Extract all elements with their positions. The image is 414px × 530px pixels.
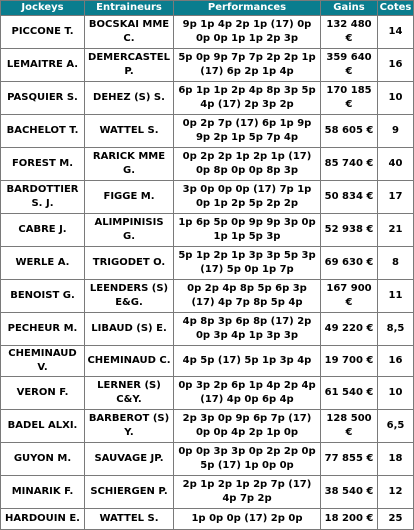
table-row (1, 509, 413, 529)
cotes-cell: 8 (378, 247, 413, 279)
trainer-cell: TRIGODET O. (85, 247, 173, 279)
performances-cell: 4p 8p 3p 6p 8p (17) 2p 0p 3p 4p 1p 3p 3p (174, 313, 320, 345)
jockey-cell: CABRE J. (1, 214, 84, 246)
jockey-cell: BADEL ALXI. (1, 410, 84, 442)
cotes-cell: 40 (378, 148, 413, 180)
performances-cell: 0p 0p 3p 3p 0p 2p 2p 0p 5p (17) 1p 0p 0p (174, 443, 320, 475)
gains-cell: 359 640 € (321, 49, 377, 81)
header-entraineurs: Entraineurs (85, 1, 173, 15)
jockey-cell: PASQUIER S. (1, 82, 84, 114)
table-row (1, 115, 413, 147)
jockey-cell: HARDOUIN E. (1, 509, 84, 529)
cotes-cell: 6,5 (378, 410, 413, 442)
table-row (1, 49, 413, 81)
trainer-cell: CHEMINAUD C. (85, 346, 173, 376)
trainer-cell: LEENDERS (S) E&G. (85, 280, 173, 312)
performances-cell: 3p 0p 0p 0p (17) 7p 1p 0p 1p 2p 5p 2p 2p (174, 181, 320, 213)
table-row (1, 82, 413, 114)
performances-cell: 4p 5p (17) 5p 1p 3p 4p (174, 346, 320, 376)
performances-cell: 5p 1p 2p 1p 3p 3p 5p 3p (17) 5p 0p 1p 7p (174, 247, 320, 279)
table-row (1, 443, 413, 475)
jockey-cell: BACHELOT T. (1, 115, 84, 147)
table-row (1, 247, 413, 279)
performances-cell: 1p 0p 0p (17) 2p 0p (174, 509, 320, 529)
cotes-cell: 9 (378, 115, 413, 147)
header-row (1, 1, 413, 15)
table-row (1, 476, 413, 508)
jockey-cell: PICCONE T. (1, 16, 84, 48)
header-performances: Performances (174, 1, 320, 15)
jockey-cell: LEMAITRE A. (1, 49, 84, 81)
trainer-cell: ALIMPINISIS G. (85, 214, 173, 246)
jockey-cell: PECHEUR M. (1, 313, 84, 345)
header-cotes: Cotes (379, 2, 412, 13)
header-jockeys: Jockeys (1, 1, 84, 15)
gains-cell: 167 900 € (321, 280, 377, 312)
gains-cell: 132 480 € (321, 16, 377, 48)
gains-cell: 85 740 € (321, 148, 377, 180)
header-gains: Gains (321, 1, 377, 15)
table-row (1, 313, 413, 345)
table-row (1, 410, 413, 442)
jockey-cell: GUYON M. (1, 443, 84, 475)
trainer-cell: BOCSKAI MME C. (85, 16, 173, 48)
gains-cell: 52 938 € (321, 214, 377, 246)
cotes-cell: 10 (378, 82, 413, 114)
performances-cell: 5p 0p 9p 7p 7p 2p 2p 1p (17) 6p 2p 1p 4p (174, 49, 320, 81)
jockey-cell: MINARIK F. (1, 476, 84, 508)
jockey-cell: VERON F. (1, 377, 84, 409)
gains-cell: 77 855 € (321, 443, 377, 475)
trainer-cell: LERNER (S) C&Y. (85, 377, 173, 409)
jockey-cell: FOREST M. (1, 148, 84, 180)
table-row (1, 16, 413, 48)
trainer-cell: FIGGE M. (85, 181, 173, 213)
trainer-cell: WATTEL S. (85, 509, 173, 529)
gains-cell: 38 540 € (321, 476, 377, 508)
trainer-cell: WATTEL S. (85, 115, 173, 147)
gains-cell: 170 185 € (321, 82, 377, 114)
performances-cell: 0p 2p 4p 8p 5p 6p 3p (17) 4p 7p 8p 5p 4p (174, 280, 320, 312)
cotes-cell: 17 (378, 181, 413, 213)
table-row (1, 214, 413, 246)
performances-cell: 0p 2p 2p 1p 2p 1p (17) 0p 8p 0p 0p 8p 3p (174, 148, 320, 180)
cotes-cell: 11 (378, 280, 413, 312)
table-row (1, 377, 413, 409)
cotes-cell: 8,5 (378, 313, 413, 345)
cotes-cell: 18 (378, 443, 413, 475)
trainer-cell: SCHIERGEN P. (85, 476, 173, 508)
jockey-cell: BENOIST G. (1, 280, 84, 312)
gains-cell: 128 500 € (321, 410, 377, 442)
table-row (1, 181, 413, 213)
performances-cell: 0p 2p 7p (17) 6p 1p 9p 9p 2p 1p 5p 7p 4p (174, 115, 320, 147)
cotes-cell: 25 (378, 509, 413, 529)
trainer-cell: DEMERCASTEL P. (85, 49, 173, 81)
gains-cell: 58 605 € (321, 115, 377, 147)
performances-cell: 9p 1p 4p 2p 1p (17) 0p 0p 0p 1p 1p 2p 3p (174, 16, 320, 48)
trainer-cell: SAUVAGE JP. (85, 443, 173, 475)
gains-cell: 50 834 € (321, 181, 377, 213)
trainer-cell: BARBEROT (S) Y. (85, 410, 173, 442)
table-row (1, 346, 413, 376)
jockey-cell: WERLE A. (1, 247, 84, 279)
gains-cell: 61 540 € (321, 377, 377, 409)
cotes-cell: 16 (378, 346, 413, 376)
gains-cell: 18 200 € (321, 509, 377, 529)
cotes-cell: 12 (378, 476, 413, 508)
table-row (1, 280, 413, 312)
performances-cell: 6p 1p 1p 2p 4p 8p 3p 5p 4p (17) 2p 3p 2p (174, 82, 320, 114)
gains-cell: 49 220 € (321, 313, 377, 345)
trainer-cell: RARICK MME G. (85, 148, 173, 180)
gains-cell: 69 630 € (321, 247, 377, 279)
table-row (1, 148, 413, 180)
cotes-cell: 14 (378, 16, 413, 48)
jockey-cell: BARDOTTIER S. J. (1, 181, 84, 213)
cotes-cell: 16 (378, 49, 413, 81)
trainer-cell: LIBAUD (S) E. (85, 313, 173, 345)
performances-cell: 1p 6p 5p 0p 9p 9p 3p 0p 1p 1p 5p 3p (174, 214, 320, 246)
cotes-cell: 10 (378, 377, 413, 409)
cotes-cell: 21 (378, 214, 413, 246)
performances-cell: 2p 3p 0p 9p 6p 7p (17) 0p 0p 4p 2p 1p 0p (174, 410, 320, 442)
gains-cell: 19 700 € (321, 346, 377, 376)
performances-cell: 0p 3p 2p 6p 1p 4p 2p 4p (17) 4p 0p 6p 4p (174, 377, 320, 409)
jockey-cell: CHEMINAUD V. (1, 346, 84, 376)
trainer-cell: DEHEZ (S) S. (85, 82, 173, 114)
performances-cell: 2p 1p 2p 1p 2p 7p (17) 4p 7p 2p (174, 476, 320, 508)
